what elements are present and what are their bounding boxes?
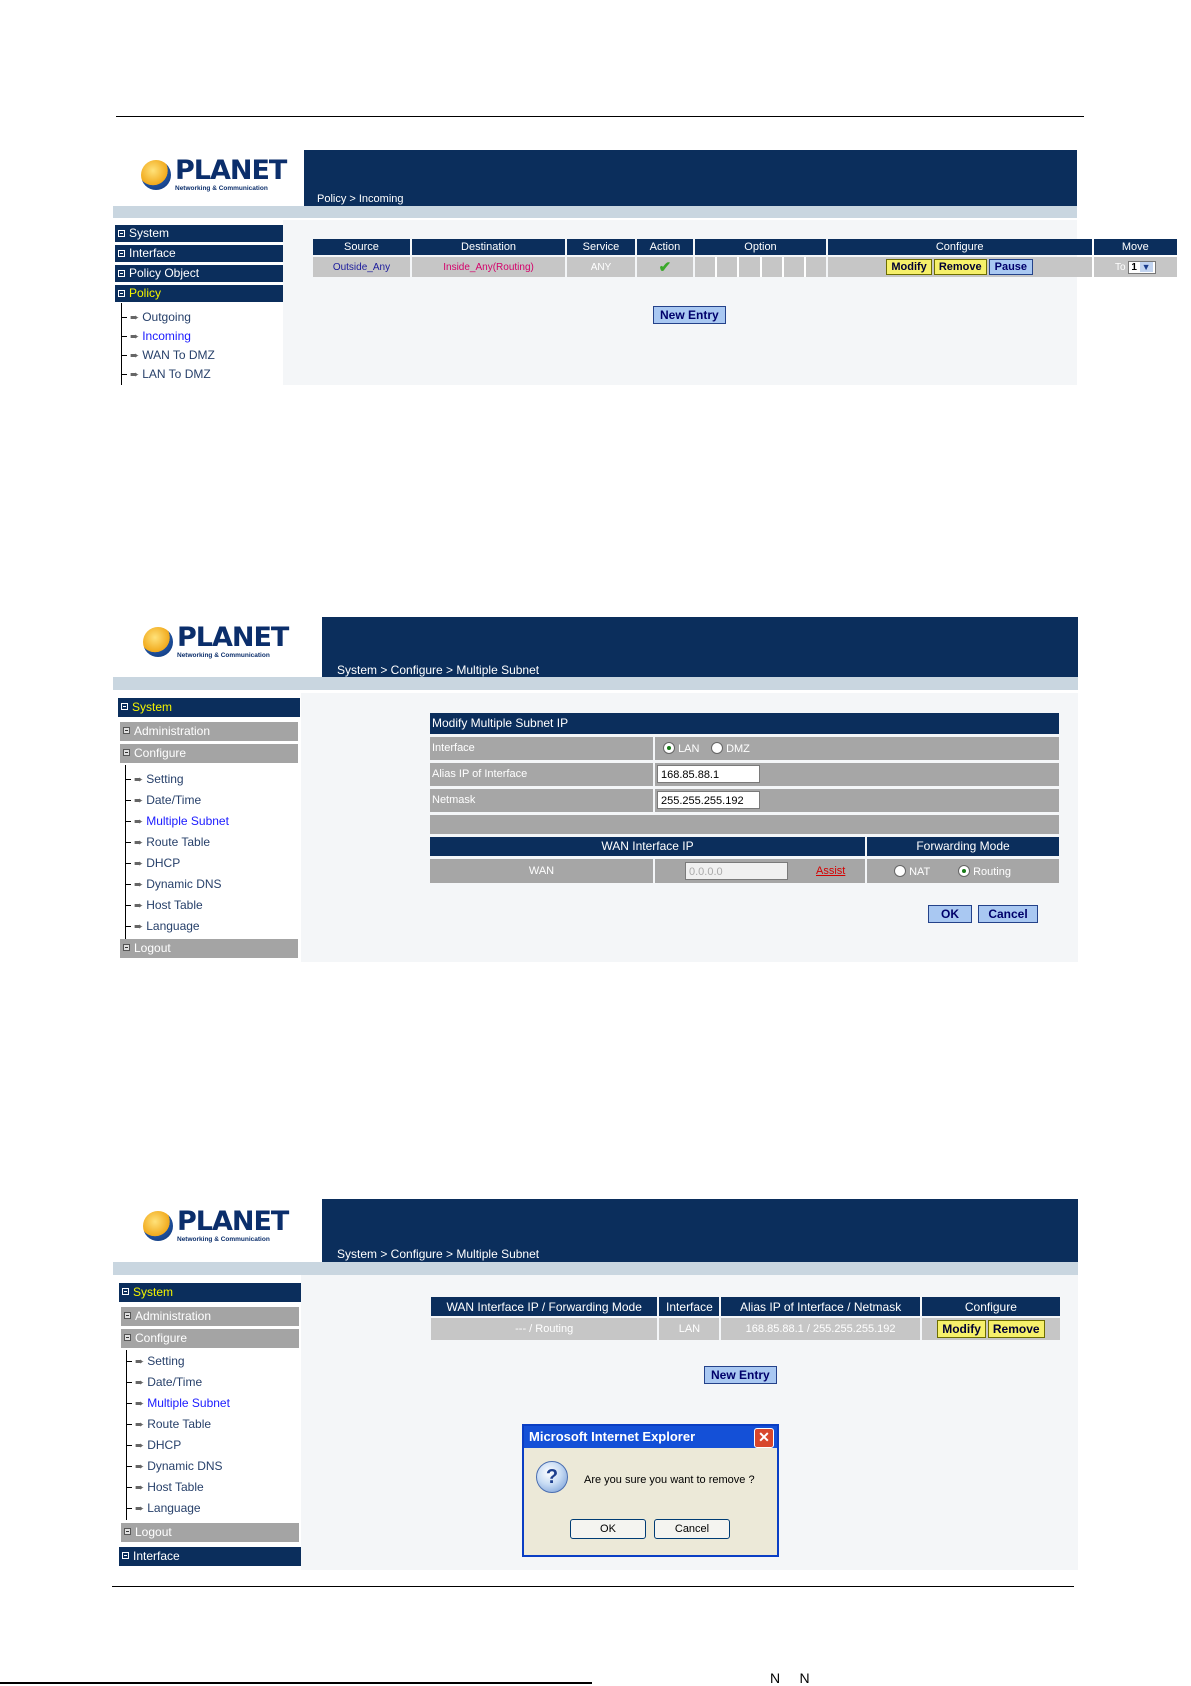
sidebar-sub-date-time[interactable]: ➨ Date/Time xyxy=(135,1375,203,1389)
dialog-title: Microsoft Internet Explorer xyxy=(524,1426,777,1448)
modify-subnet-form xyxy=(430,713,1059,933)
multiple-subnet-table xyxy=(429,1295,1062,1342)
radio-on-icon xyxy=(663,742,675,754)
radio-off-icon xyxy=(711,742,723,754)
arrow-right-icon: ➨ xyxy=(135,1398,145,1410)
wan-header: WAN Interface IP xyxy=(430,837,865,856)
sidebar-sub-host-table[interactable]: ➨ Host Table xyxy=(135,1480,204,1494)
new-entry-button[interactable]: New Entry xyxy=(653,306,726,324)
sidebar-sub-language[interactable]: ➨ Language xyxy=(134,919,200,933)
breadcrumb: System > Configure > Multiple Subnet xyxy=(337,1247,540,1261)
sidebar-item-interface[interactable]: Interface xyxy=(119,1547,301,1566)
arrow-right-icon: ➨ xyxy=(134,900,144,912)
sidebar-item-policy[interactable]: Policy xyxy=(115,285,283,302)
table-row xyxy=(313,257,1177,277)
col-configure: Configure xyxy=(828,239,1092,255)
expand-icon xyxy=(123,944,130,951)
ok-button[interactable]: OK xyxy=(928,905,972,923)
sidebar-item-system[interactable]: System xyxy=(118,698,300,717)
sidebar-sub-route-table[interactable]: ➨ Route Table xyxy=(135,1417,212,1431)
wan-ip-input[interactable]: 0.0.0.0 xyxy=(685,862,788,880)
planet-logo-icon xyxy=(143,1211,173,1241)
expand-icon xyxy=(124,1528,131,1535)
cell-service: ANY xyxy=(567,257,635,277)
arrow-right-icon: ➨ xyxy=(130,369,140,381)
sidebar-sub-date-time[interactable]: ➨ Date/Time xyxy=(134,793,202,807)
assist-link[interactable]: Assist xyxy=(816,865,846,877)
planet-logo: PLANET Networking & Communication xyxy=(141,158,286,192)
arrow-right-icon: ➨ xyxy=(135,1377,145,1389)
col-source: Source xyxy=(313,239,410,255)
remove-button[interactable]: Remove xyxy=(934,259,987,275)
sidebar-sub-setting[interactable]: ➨ Setting xyxy=(135,1354,185,1368)
sidebar-item-administration[interactable]: Administration xyxy=(120,722,298,741)
question-icon: ? xyxy=(536,1461,568,1493)
collapse-icon xyxy=(124,1334,131,1341)
arrow-right-icon: ➨ xyxy=(134,774,144,786)
move-select[interactable]: 1 ▼ xyxy=(1128,261,1155,274)
planet-logo-icon xyxy=(141,160,171,190)
arrow-right-icon: ➨ xyxy=(134,858,144,870)
radio-routing[interactable]: Routing xyxy=(958,865,1011,878)
alias-ip-input[interactable]: 168.85.88.1 xyxy=(657,765,760,783)
remove-button[interactable]: Remove xyxy=(988,1320,1045,1338)
sidebar-item-logout[interactable]: Logout xyxy=(120,939,298,958)
sidebar-sub-setting[interactable]: ➨ Setting xyxy=(134,772,184,786)
pause-button[interactable]: Pause xyxy=(989,259,1033,275)
col-destination: Destination xyxy=(412,239,565,255)
collapse-icon xyxy=(118,290,125,297)
expand-icon xyxy=(118,230,125,237)
arrow-right-icon: ➨ xyxy=(134,879,144,891)
sidebar-item-policy-object[interactable]: Policy Object xyxy=(115,265,283,282)
dialog-message: Are you sure you want to remove ? xyxy=(584,1474,755,1486)
radio-lan[interactable]: LAN xyxy=(663,742,699,755)
expand-icon xyxy=(123,727,130,734)
wan-label: WAN xyxy=(430,859,653,883)
col-wan-mode: WAN Interface IP / Forwarding Mode xyxy=(431,1297,657,1316)
sidebar-sub-multiple-subnet[interactable]: ➨ Multiple Subnet xyxy=(134,814,229,828)
screenshot-modify-multiple-subnet xyxy=(113,617,1078,962)
header-strip xyxy=(113,1262,1078,1275)
cell-configure xyxy=(922,1318,1060,1340)
collapse-icon xyxy=(122,1288,129,1295)
arrow-right-icon: ➨ xyxy=(135,1356,145,1368)
cell-move xyxy=(1094,257,1177,277)
col-alias-netmask: Alias IP of Interface / Netmask xyxy=(721,1297,919,1316)
sidebar-item-administration[interactable]: Administration xyxy=(121,1307,299,1326)
sidebar-sub-lan-to-dmz[interactable]: ➨ LAN To DMZ xyxy=(130,367,211,381)
header-strip xyxy=(113,206,1077,218)
alias-label: Alias IP of Interface xyxy=(430,763,653,786)
new-entry-button[interactable]: New Entry xyxy=(704,1366,777,1384)
modify-button[interactable]: Modify xyxy=(937,1320,986,1338)
arrow-right-icon: ➨ xyxy=(135,1503,145,1515)
arrow-right-icon: ➨ xyxy=(135,1482,145,1494)
netmask-label: Netmask xyxy=(430,789,653,812)
arrow-right-icon: ➨ xyxy=(134,795,144,807)
radio-on-icon xyxy=(958,865,970,877)
footer-page-fragment: N N xyxy=(770,1670,810,1686)
sidebar-item-interface[interactable]: Interface xyxy=(115,245,283,262)
check-icon: ✔ xyxy=(637,257,693,277)
table-row xyxy=(431,1318,1060,1340)
netmask-row xyxy=(430,789,1059,812)
arrow-right-icon: ➨ xyxy=(135,1461,145,1473)
planet-logo: PLANET Networking & Communication xyxy=(143,1209,288,1243)
sidebar-sub-outgoing[interactable]: ➨ Outgoing xyxy=(130,310,191,324)
dialog-cancel-button[interactable]: Cancel xyxy=(654,1519,730,1539)
collapse-icon xyxy=(123,749,130,756)
planet-logo: PLANET Networking & Communication xyxy=(143,625,288,659)
modify-button[interactable]: Modify xyxy=(886,259,931,275)
sidebar-sub-dhcp[interactable]: ➨ DHCP xyxy=(134,856,181,870)
interface-row xyxy=(430,737,1059,760)
confirm-dialog xyxy=(522,1424,779,1557)
policy-table xyxy=(311,237,1179,279)
cell-alias-netmask: 168.85.88.1 / 255.255.255.192 xyxy=(721,1318,919,1340)
table-header-row xyxy=(431,1297,1060,1316)
arrow-right-icon: ➨ xyxy=(134,816,144,828)
header-strip xyxy=(113,677,1078,690)
netmask-input[interactable]: 255.255.255.192 xyxy=(657,791,760,809)
screenshot-remove-confirm xyxy=(113,1199,1078,1570)
interface-label: Interface xyxy=(430,737,653,760)
planet-logo-icon xyxy=(143,627,173,657)
col-configure: Configure xyxy=(922,1297,1060,1316)
sidebar-sub-dynamic-dns[interactable]: ➨ Dynamic DNS xyxy=(135,1459,223,1473)
arrow-right-icon: ➨ xyxy=(130,331,140,343)
alias-row xyxy=(430,763,1059,786)
col-option: Option xyxy=(695,239,826,255)
radio-dmz[interactable]: DMZ xyxy=(711,742,750,755)
sidebar-sub-route-table[interactable]: ➨ Route Table xyxy=(134,835,211,849)
arrow-right-icon: ➨ xyxy=(135,1440,145,1452)
sidebar-sub-host-table[interactable]: ➨ Host Table xyxy=(134,898,203,912)
radio-nat[interactable]: NAT xyxy=(894,865,930,878)
dialog-ok-button[interactable]: OK xyxy=(570,1519,646,1539)
cell-destination: Inside_Any(Routing) xyxy=(412,257,565,277)
sidebar-item-system[interactable]: System xyxy=(115,225,283,242)
bottom-rule xyxy=(112,1586,1074,1587)
arrow-right-icon: ➨ xyxy=(135,1419,145,1431)
breadcrumb: System > Configure > Multiple Subnet xyxy=(337,663,540,677)
cell-option xyxy=(695,257,826,277)
sidebar-sub-dhcp[interactable]: ➨ DHCP xyxy=(135,1438,182,1452)
expand-icon xyxy=(122,1552,129,1559)
cell-configure xyxy=(828,257,1092,277)
sidebar-sub-language[interactable]: ➨ Language xyxy=(135,1501,201,1515)
sidebar-sub-dynamic-dns[interactable]: ➨ Dynamic DNS xyxy=(134,877,222,891)
collapse-icon xyxy=(121,703,128,710)
spacer-row xyxy=(430,815,1059,834)
arrow-right-icon: ➨ xyxy=(134,921,144,933)
sidebar-sub-incoming[interactable]: ➨ Incoming xyxy=(130,329,191,343)
col-interface: Interface xyxy=(659,1297,719,1316)
col-service: Service xyxy=(567,239,635,255)
arrow-right-icon: ➨ xyxy=(130,350,140,362)
sidebar-item-system[interactable]: System xyxy=(119,1283,301,1302)
breadcrumb: Policy > Incoming xyxy=(317,193,404,205)
form-title: Modify Multiple Subnet IP xyxy=(430,713,1059,734)
radio-off-icon xyxy=(894,865,906,877)
sidebar-sub-multiple-subnet[interactable]: ➨ Multiple Subnet xyxy=(135,1396,230,1410)
expand-icon xyxy=(118,270,125,277)
sidebar-item-logout[interactable]: Logout xyxy=(121,1523,299,1542)
mode-header: Forwarding Mode xyxy=(867,837,1059,856)
screenshot-policy-incoming xyxy=(113,150,1151,385)
arrow-right-icon: ➨ xyxy=(130,312,140,324)
cell-wan-mode: --- / Routing xyxy=(431,1318,657,1340)
expand-icon xyxy=(124,1312,131,1319)
footer-rule xyxy=(0,1682,592,1684)
cell-interface: LAN xyxy=(659,1318,719,1340)
cell-source: Outside_Any xyxy=(313,257,410,277)
sidebar-item-configure[interactable]: Configure xyxy=(120,744,298,763)
top-rule xyxy=(116,116,1084,117)
cancel-button[interactable]: Cancel xyxy=(978,905,1038,923)
sidebar-sub-wan-to-dmz[interactable]: ➨ WAN To DMZ xyxy=(130,348,215,362)
expand-icon xyxy=(118,250,125,257)
col-action: Action xyxy=(637,239,693,255)
move-to-label: To xyxy=(1114,261,1126,273)
arrow-right-icon: ➨ xyxy=(134,837,144,849)
header-banner xyxy=(304,150,1077,206)
close-icon[interactable]: ✕ xyxy=(754,1428,774,1448)
col-move: Move xyxy=(1094,239,1177,255)
chevron-down-icon: ▼ xyxy=(1141,261,1151,272)
sidebar-item-configure[interactable]: Configure xyxy=(121,1329,299,1348)
table-header-row xyxy=(313,239,1177,255)
